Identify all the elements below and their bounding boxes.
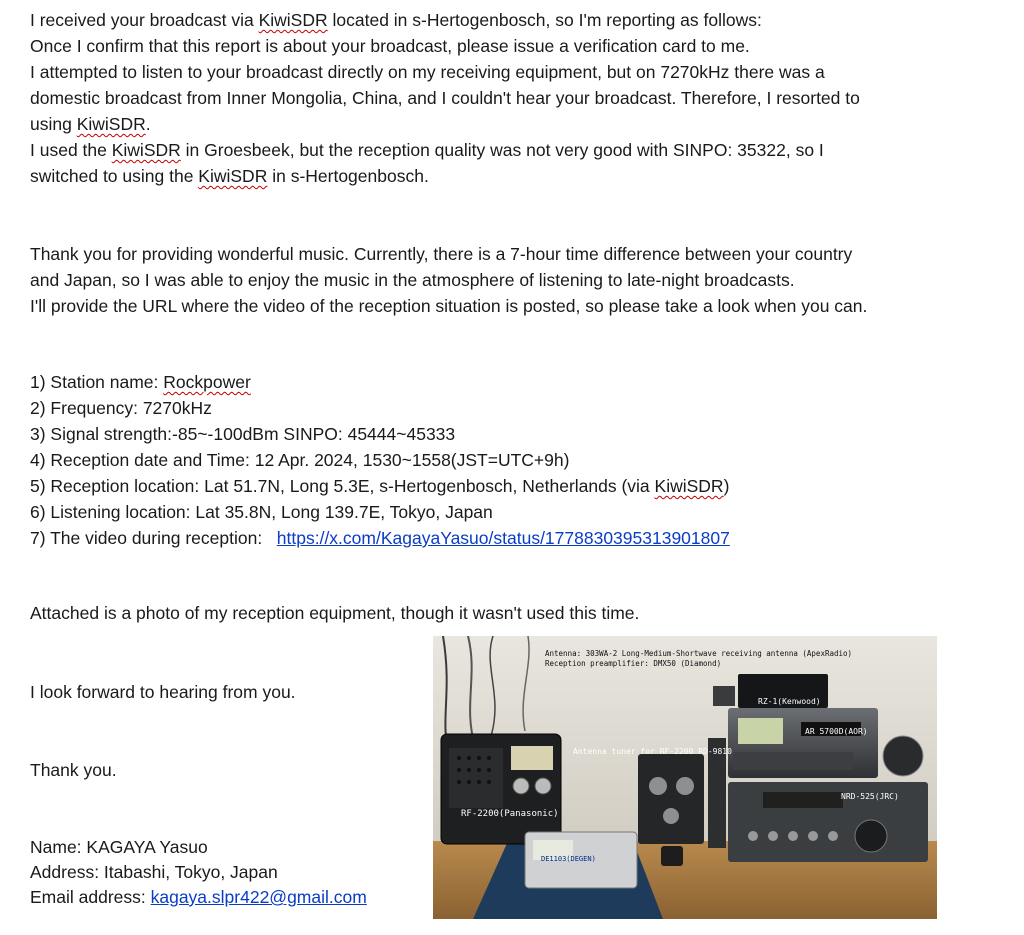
intro-line-1: I received your broadcast via KiwiSDR located in s-Hertogenbosch, so I'm reporting as follows: <box>30 10 762 30</box>
intro-line-6: I used the KiwiSDR in Groesbeek, but the reception quality was not very good with SINPO: 35322, so I <box>30 140 824 160</box>
photo-caption-antenna: Antenna: 303WA-2 Long-Medium-Shortwave receiving antenna (ApexRadio) <box>545 649 853 658</box>
detail-listening-location: 6) Listening location: Lat 35.8N, Long 139.7E, Tokyo, Japan <box>30 502 493 522</box>
photo-caption-preamp: Reception preamplifier: DMX50 (Diamond) <box>545 659 722 668</box>
equipment-photo <box>433 636 937 919</box>
spellcheck-word: KiwiSDR <box>198 166 268 186</box>
detail-station: 1) Station name: Rockpower <box>30 372 251 392</box>
detail-frequency: 2) Frequency: 7270kHz <box>30 398 212 418</box>
intro-line-5: using KiwiSDR. <box>30 114 151 134</box>
spellcheck-word: KiwiSDR <box>111 140 181 160</box>
detail-date: 4) Reception date and Time: 12 Apr. 2024, 1530~1558(JST=UTC+9h) <box>30 450 570 470</box>
intro-line-2: Once I confirm that this report is about your broadcast, please issue a verification card to me. <box>30 36 750 56</box>
signature-name: Name: KAGAYA Yasuo <box>30 837 208 857</box>
photo-label-ar5700d: AR 5700D(AOR) <box>805 727 868 736</box>
thanks-line-1: Thank you for providing wonderful music. Currently, there is a 7-hour time difference between your country <box>30 244 853 264</box>
intro-line-7: switched to using the KiwiSDR in s-Hertogenbosch. <box>30 166 429 186</box>
thanks-line-2: and Japan, so I was able to enjoy the music in the atmosphere of listening to late-night broadcasts. <box>30 270 795 290</box>
photo-label-tuner: Antenna tuner for RF-2200 RD-9810 <box>573 747 732 756</box>
spellcheck-word: KiwiSDR <box>76 114 146 134</box>
signature-address: Address: Itabashi, Tokyo, Japan <box>30 862 278 882</box>
email-link[interactable]: kagaya.slpr422@gmail.com <box>150 887 367 907</box>
detail-video: 7) The video during reception: https://x.com/KagayaYasuo/status/1778830395313901807 <box>30 528 730 548</box>
thank-you-line: Thank you. <box>30 760 117 780</box>
thanks-line-3: I'll provide the URL where the video of the reception situation is posted, so please take a look when you can. <box>30 296 868 316</box>
photo-label-nrd525: NRD-525(JRC) <box>841 792 899 801</box>
intro-line-4: domestic broadcast from Inner Mongolia, China, and I couldn't hear your broadcast. Therefore, I resorted to <box>30 88 860 108</box>
detail-signal: 3) Signal strength:-85~-100dBm SINPO: 45444~45333 <box>30 424 456 444</box>
detail-reception-location: 5) Reception location: Lat 51.7N, Long 5.3E, s-Hertogenbosch, Netherlands (via KiwiSDR) <box>30 476 730 496</box>
intro-line-3: I attempted to listen to your broadcast directly on my receiving equipment, but on 7270kHz there was a <box>30 62 825 82</box>
photo-label-de1103: DE1103(DEGEN) <box>541 855 596 863</box>
signature-email: Email address: kagaya.slpr422@gmail.com <box>30 887 367 907</box>
attached-note: Attached is a photo of my reception equipment, though it wasn't used this time. <box>30 603 640 623</box>
spellcheck-word: KiwiSDR <box>654 476 724 496</box>
video-link[interactable]: https://x.com/KagayaYasuo/status/1778830395313901807 <box>276 528 730 548</box>
equipment-photo-drawing <box>433 636 937 919</box>
closing-line: I look forward to hearing from you. <box>30 682 296 702</box>
photo-label-rf2200: RF-2200(Panasonic) <box>461 809 559 819</box>
photo-label-rz1: RZ-1(Kenwood) <box>758 697 821 706</box>
spellcheck-word: KiwiSDR <box>258 10 328 30</box>
spellcheck-word: Rockpower <box>163 372 251 392</box>
